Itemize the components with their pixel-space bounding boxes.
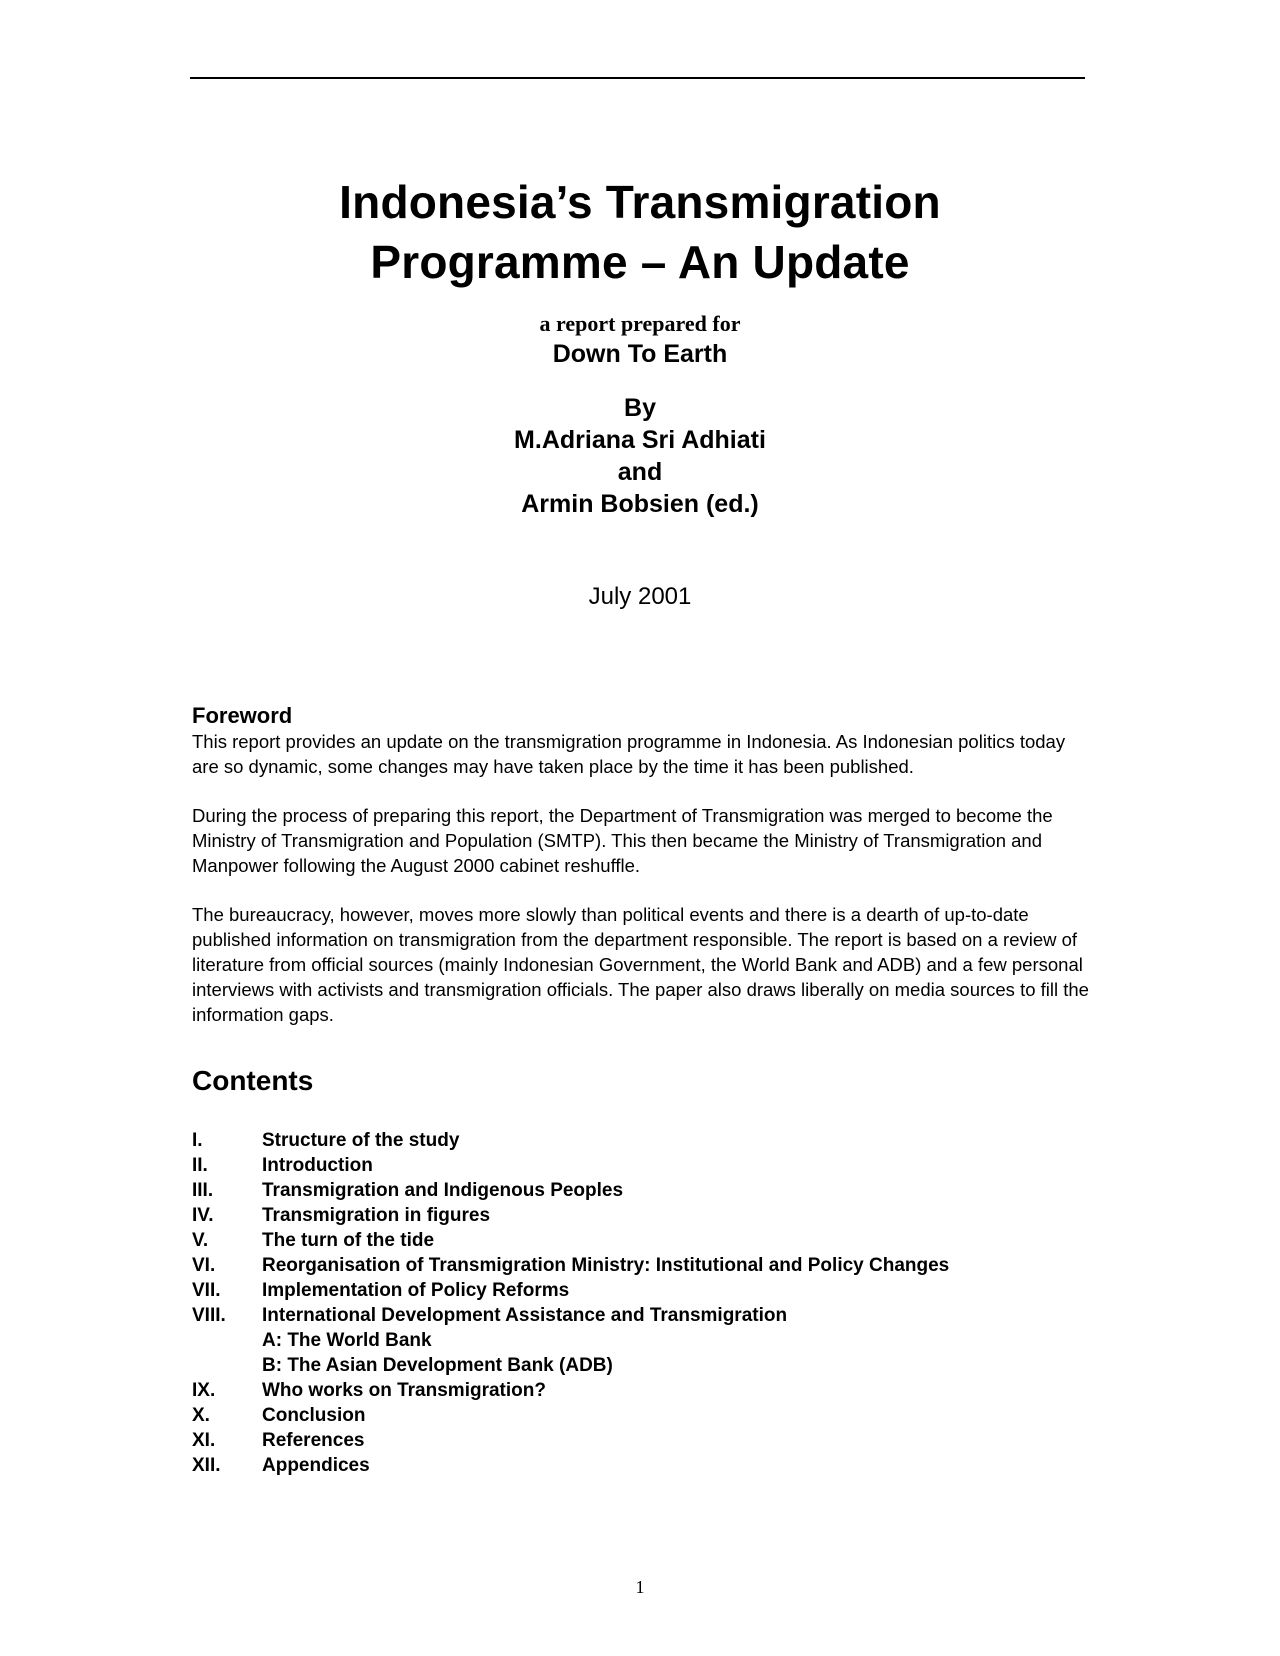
toc-item bbox=[192, 1178, 1092, 1203]
toc-subitem bbox=[192, 1353, 1092, 1378]
toc-item-number: VIII. bbox=[192, 1305, 226, 1326]
toc-item-number: IV. bbox=[192, 1205, 214, 1226]
toc-item-number bbox=[192, 1328, 262, 1353]
toc-subitem-label: A: The World Bank bbox=[262, 1330, 432, 1351]
document-title bbox=[0, 172, 1280, 292]
toc-item-number: I. bbox=[192, 1130, 203, 1151]
foreword-paragraph-1: This report provides an update on the transmigration programme in Indonesia. As Indonesian politics today are so dynamic, some changes may have taken place by the time it has been published. bbox=[192, 731, 1066, 777]
foreword-paragraph-3: The bureaucracy, however, moves more slowly than political events and there is a dearth of up-to-date published information on transmigration from the department responsible. The report is based on a review of literature from official sources (mainly Indonesian Government, the World Bank and ADB) and a few personal interviews with activists and transmigration officials. The paper also draws liberally on media sources to fill the information gaps. bbox=[192, 904, 1089, 1025]
organization-name: Down To Earth bbox=[552, 340, 728, 368]
toc-item-label: Appendices bbox=[262, 1455, 370, 1476]
foreword-paragraph-2: During the process of preparing this report, the Department of Transmigration was merged to become the Ministry of Transmigration and Population (SMTP). This then became the Ministry of Transmigration and Manpower following the August 2000 cabinet reshuffle. bbox=[192, 805, 1053, 876]
toc-item-number: VII. bbox=[192, 1280, 221, 1301]
toc-item-label: Conclusion bbox=[262, 1405, 366, 1426]
author-1: M.Adriana Sri Adhiati bbox=[514, 426, 766, 454]
toc-item bbox=[192, 1453, 1092, 1478]
toc-item-number: III. bbox=[192, 1180, 214, 1201]
toc-item-label: Transmigration and Indigenous Peoples bbox=[262, 1180, 624, 1201]
toc-item bbox=[192, 1378, 1092, 1403]
toc-item-label: The turn of the tide bbox=[262, 1230, 435, 1251]
top-horizontal-rule bbox=[190, 77, 1085, 79]
toc-item-number: II. bbox=[192, 1155, 208, 1176]
toc-item-label: Structure of the study bbox=[262, 1130, 460, 1151]
toc-item bbox=[192, 1403, 1092, 1428]
toc-item-label: Who works on Transmigration? bbox=[262, 1380, 546, 1401]
contents-heading: Contents bbox=[192, 1065, 314, 1096]
toc-item-number: IX. bbox=[192, 1380, 216, 1401]
title-line-1: Indonesia’s Transmigration bbox=[339, 176, 941, 228]
title-line-2: Programme – An Update bbox=[370, 236, 910, 288]
toc-item bbox=[192, 1303, 1092, 1328]
toc-item-label: Transmigration in figures bbox=[262, 1205, 491, 1226]
toc-item bbox=[192, 1278, 1092, 1303]
toc-item-number: V. bbox=[192, 1230, 209, 1251]
page-number: 1 bbox=[635, 1577, 645, 1597]
toc-item-number: X. bbox=[192, 1405, 210, 1426]
toc-item bbox=[192, 1153, 1092, 1178]
toc-item-number: XI. bbox=[192, 1430, 216, 1451]
prepared-for-label: a report prepared for bbox=[539, 311, 741, 336]
toc-item-label: References bbox=[262, 1430, 365, 1451]
publication-date: July 2001 bbox=[588, 583, 692, 610]
author-2: Armin Bobsien (ed.) bbox=[521, 490, 759, 518]
byline-and: and bbox=[617, 458, 663, 486]
foreword-heading: Foreword bbox=[192, 703, 293, 728]
toc-item-label: Introduction bbox=[262, 1155, 373, 1176]
toc-item-label: International Development Assistance and Transmigration bbox=[262, 1305, 788, 1326]
byline bbox=[0, 392, 1280, 520]
toc-subitem bbox=[192, 1328, 1092, 1353]
table-of-contents bbox=[192, 1128, 1092, 1478]
toc-item bbox=[192, 1253, 1092, 1278]
toc-item bbox=[192, 1128, 1092, 1153]
toc-item bbox=[192, 1228, 1092, 1253]
toc-item bbox=[192, 1428, 1092, 1453]
byline-by: By bbox=[624, 394, 656, 422]
toc-item-number bbox=[192, 1353, 262, 1378]
toc-subitem-label: B: The Asian Development Bank (ADB) bbox=[262, 1355, 613, 1376]
toc-item-label: Implementation of Policy Reforms bbox=[262, 1280, 570, 1301]
toc-item-number: VI. bbox=[192, 1255, 216, 1276]
toc-item-label: Reorganisation of Transmigration Ministry: Institutional and Policy Changes bbox=[262, 1255, 950, 1276]
toc-item bbox=[192, 1203, 1092, 1228]
toc-item-number: XII. bbox=[192, 1455, 221, 1476]
